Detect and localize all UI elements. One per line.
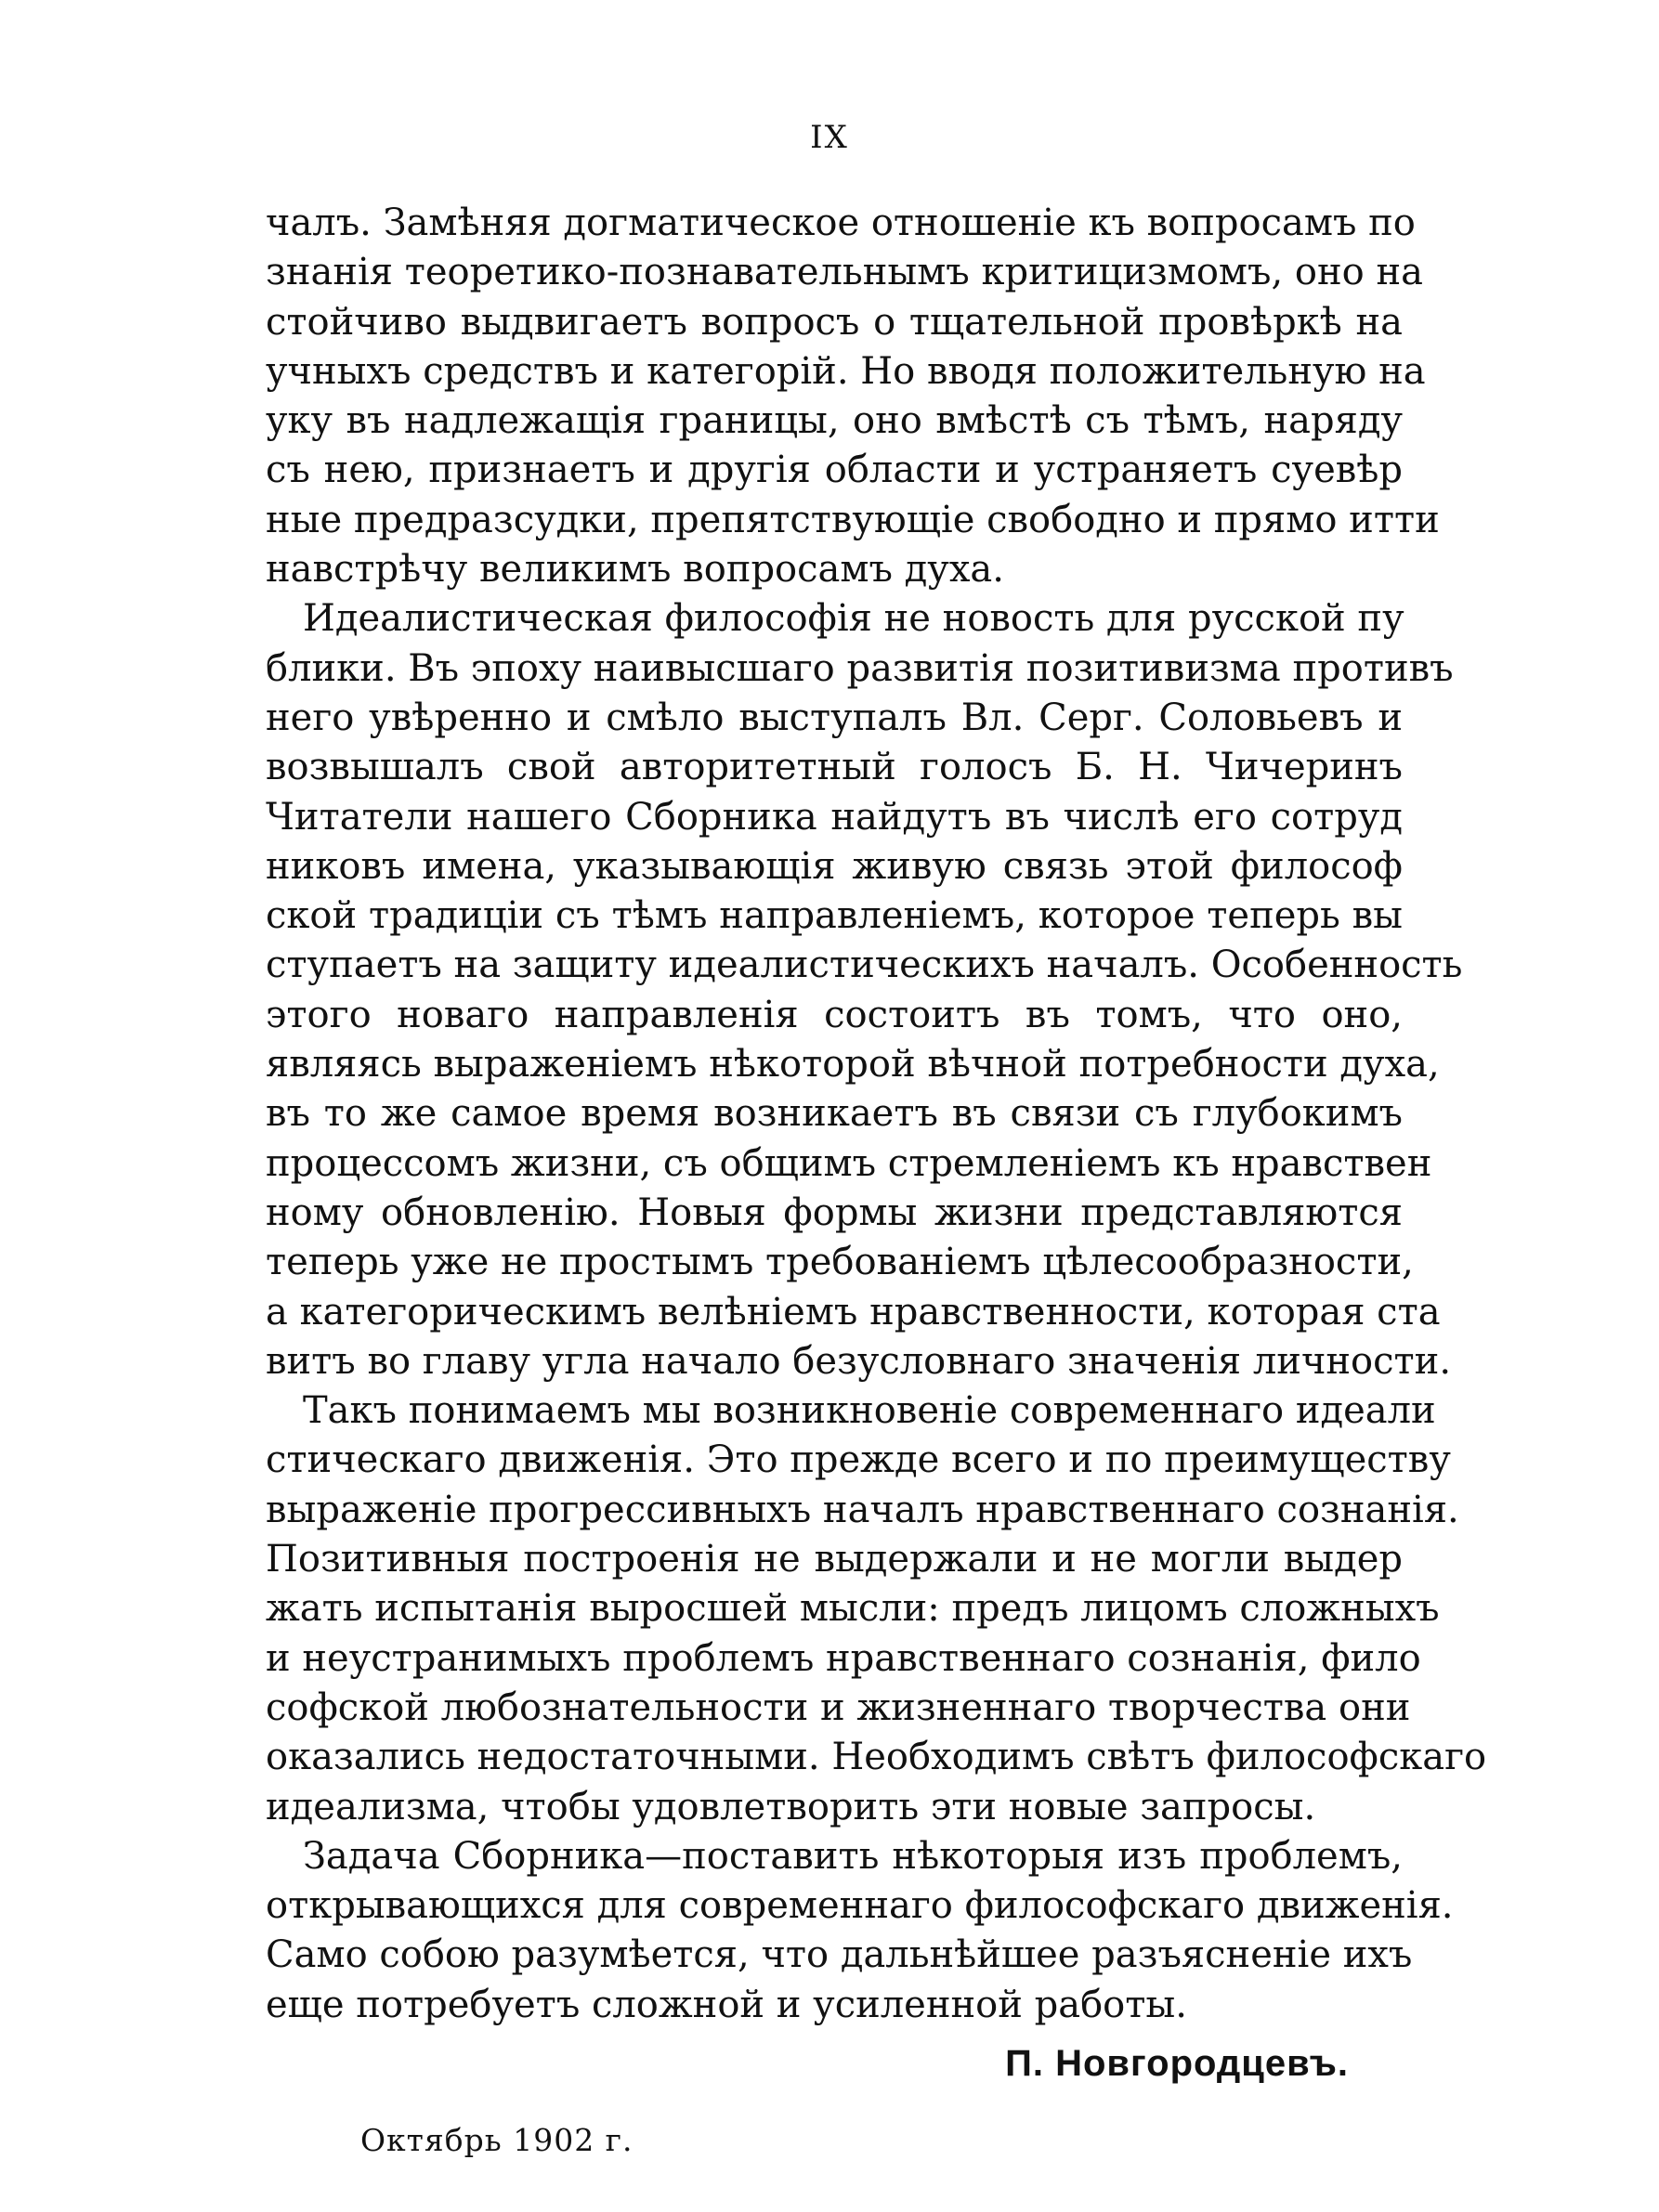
paragraph [266,199,1440,594]
text-line: оказались недостаточными. Необходимъ свѣтъ философскаго [266,1736,1487,1779]
text-line: процессомъ жизни, съ общимъ стремленіемъ къ нравствен [266,1141,1432,1185]
text-line: являясь выраженіемъ нѣкоторой вѣчной потребности духа, [266,1043,1440,1086]
text-line: софской любознательности и жизненнаго творчества они [266,1685,1411,1729]
text-line: съ нею, признаетъ и другія области и устраняетъ суевѣр [266,449,1403,492]
paragraph [266,1386,1487,1832]
text-line: а категорическимъ велѣніемъ нравственности, которая ста [266,1290,1441,1334]
text-line: навстрѣчу великимъ вопросамъ духа. [266,548,1004,592]
text-line: и неустранимыхъ проблемъ нравственнаго сознанія, фило [266,1636,1421,1680]
body-text [266,199,1487,2030]
text-line: Читатели нашего Сборника найдутъ въ числѣ его сотруд [266,795,1403,839]
text-line: Задача Сборника—поставить нѣкоторыя изъ проблемъ, [303,1834,1403,1878]
text-line: ступаетъ на защиту идеалистическихъ началъ. Особенность [266,943,1463,987]
text-line: жать испытанія выросшей мысли: предъ лицомъ сложныхъ [266,1587,1440,1631]
text-line: ному обновленію. Новыя формы жизни представляются [266,1191,1403,1234]
text-line: въ то же самое время возникаетъ въ связи съ глубокимъ [266,1092,1403,1136]
text-line: знанія теоретико-познавательнымъ критицизмомъ, оно на [266,251,1423,294]
text-line: блики. Въ эпоху наивысшаго развитія позитивизма противъ [266,646,1454,690]
text-line: ской традиціи съ тѣмъ направленіемъ, которое теперь вы [266,894,1403,938]
text-line: Идеалистическая философія не новость для русской пу [303,597,1404,641]
text-line: еще потребуетъ сложной и усиленной работы. [266,1983,1187,2026]
text-line: ные предразсудки, препятствующіе свободно и прямо итти [266,498,1440,541]
text-line: стойчиво выдвигаетъ вопросъ о тщательной провѣркѣ на [266,300,1403,344]
text-line: никовъ имена, указывающія живую связь этой философ [266,844,1403,888]
text-line: Такъ понимаемъ мы возникновеніе современнаго идеали [303,1389,1436,1433]
text-line: открывающихся для современнаго философскаго движенія. [266,1884,1454,1928]
paragraph [266,594,1463,1386]
page-number: IX [810,119,849,156]
text-line: чалъ. Замѣняя догматическое отношеніе къ вопросамъ по [266,202,1416,244]
text-line: витъ во главу угла начало безусловнаго значенія личности. [266,1339,1452,1383]
text-line: уку въ надлежащія границы, оно вмѣстѣ съ тѣмъ, наряду [266,399,1403,443]
text-line: идеализма, чтобы удовлетворить эти новые запросы. [266,1785,1316,1828]
text-line: выраженіе прогрессивныхъ началъ нравственнаго сознанія. [266,1488,1459,1531]
text-line: стическаго движенія. Это прежде всего и по преимуществу [266,1438,1451,1482]
text-line: теперь уже не простымъ требованіемъ цѣлесообразности, [266,1241,1414,1284]
text-line: него увѣренно и смѣло выступалъ Вл. Серг. Соловьевъ и [266,696,1403,739]
author-signature: П. Новгородцевъ. [1005,2043,1349,2084]
text-line: Само собою разумѣется, что дальнѣйшее разъясненіе ихъ [266,1933,1413,1977]
text-line: Позитивныя построенія не выдержали и не могли выдер [266,1538,1403,1581]
date-line: Октябрь 1902 г. [360,2122,634,2158]
paragraph [266,1832,1454,2030]
text-line: возвышалъ свой авторитетный голосъ Б. Н. Чичеринъ [266,746,1403,789]
text-line: учныхъ средствъ и категорій. Но вводя положительную на [266,349,1426,393]
text-line: этого новаго направленія состоитъ въ томъ, что оно, [266,993,1403,1036]
